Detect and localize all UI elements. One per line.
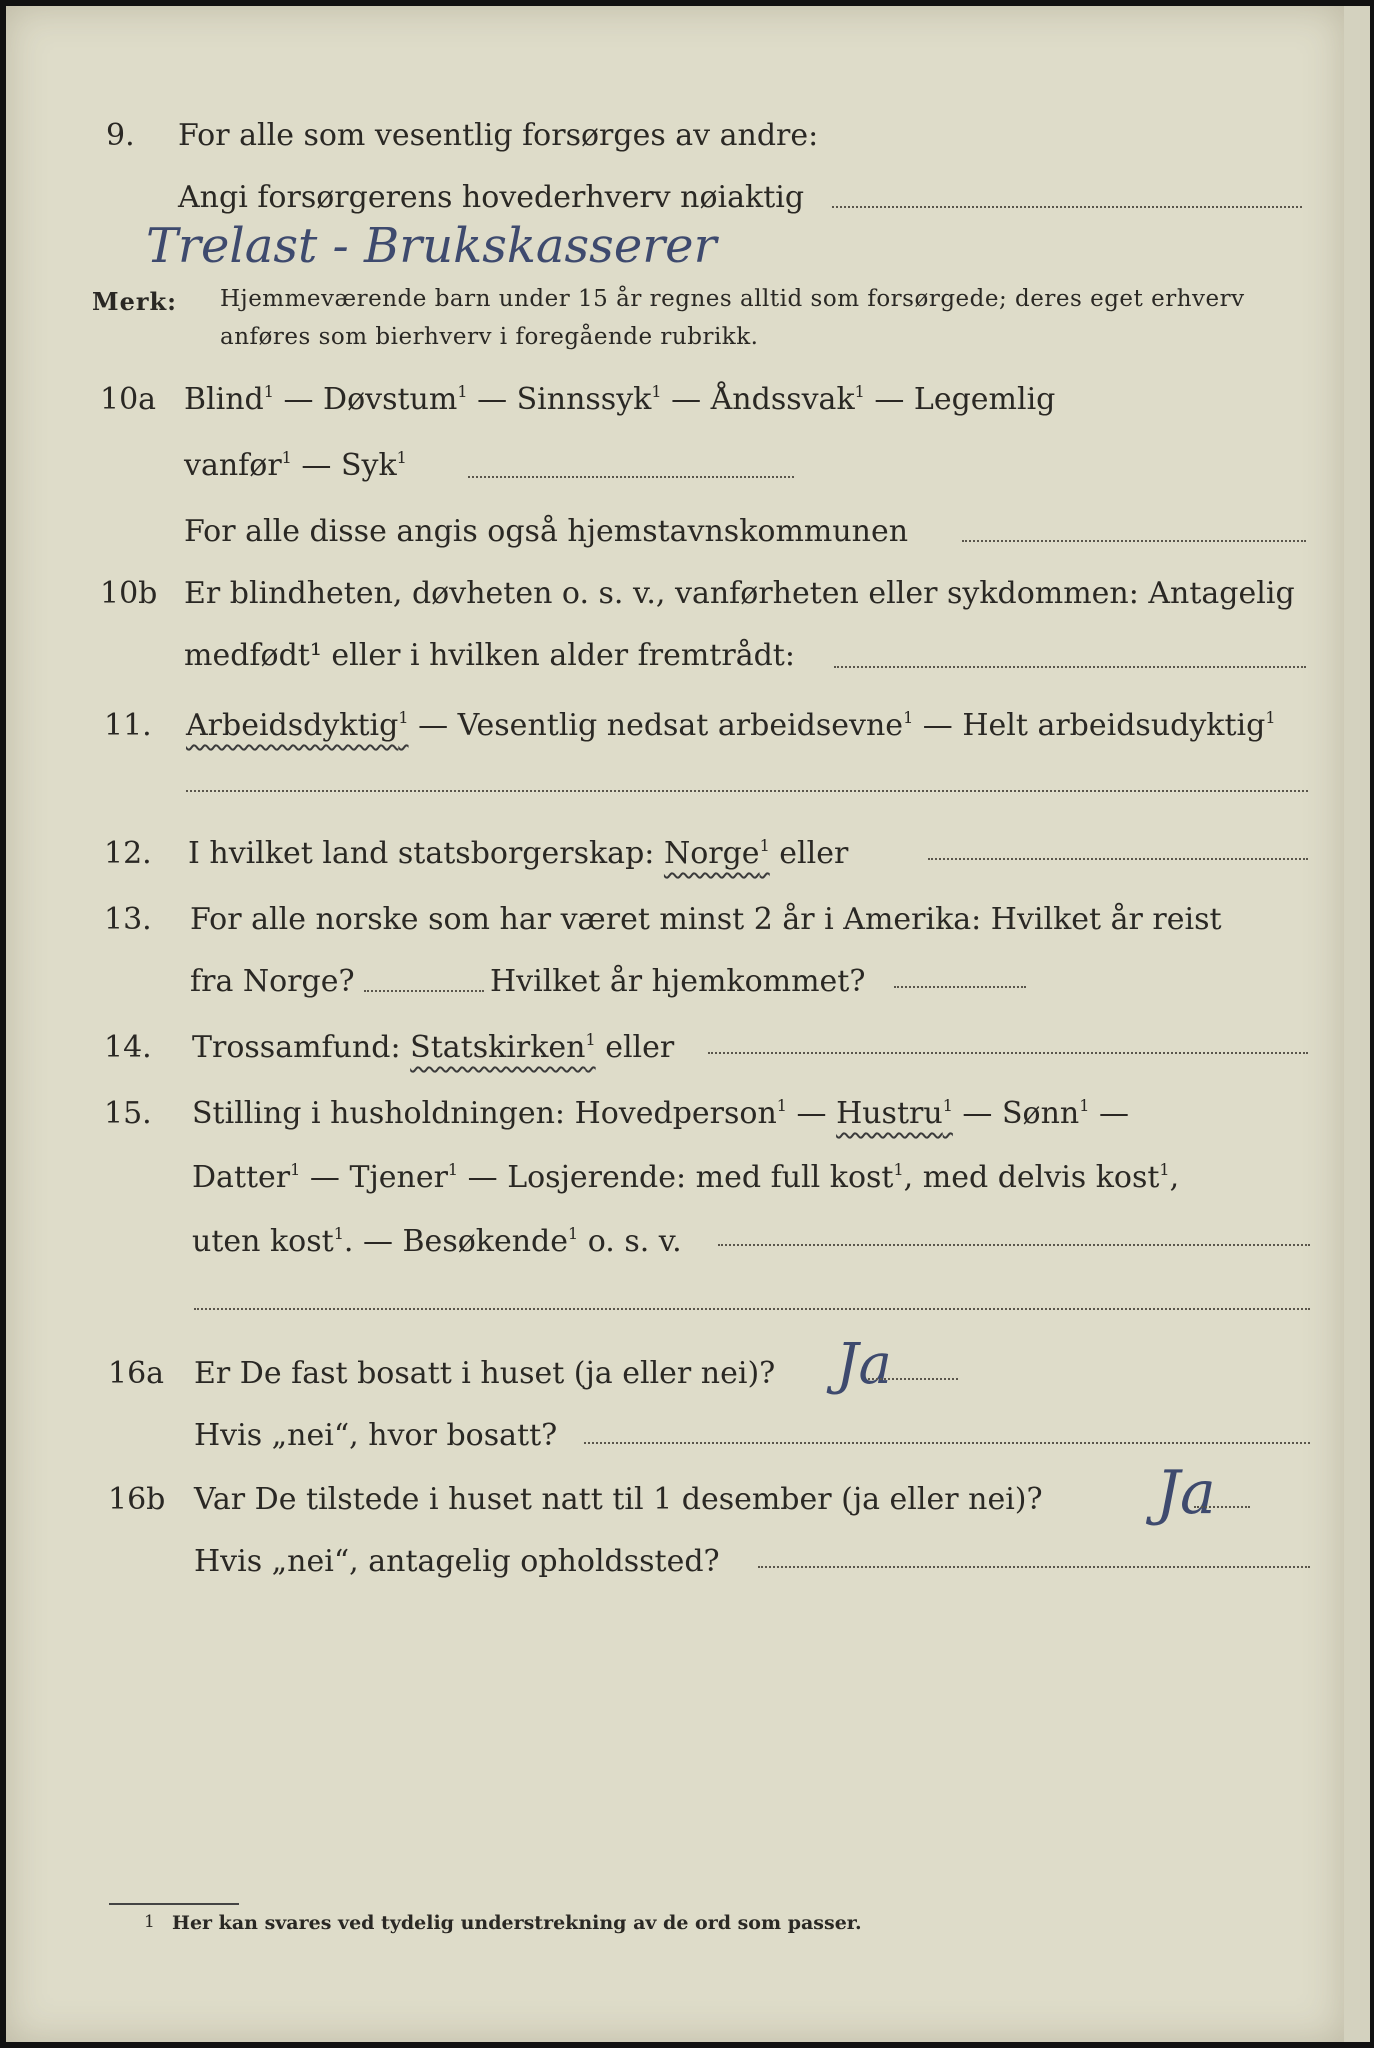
question-number-16a: 16a [108, 1356, 165, 1391]
question-13-year-left: fra Norge? [190, 964, 355, 999]
answer-line [928, 858, 1308, 860]
option-full-kost: med full kost$^1$ [695, 1160, 904, 1195]
option-vanfor: vanfør$^1$ [184, 448, 292, 483]
option-sonn: Sønn$^1$ [1001, 1096, 1090, 1131]
answer-line [868, 1378, 958, 1380]
question-15-line-2: Datter$^1$ — Tjener$^1$ — Losjerende: med full kost$^1$, med delvis kost$^1$, [192, 1160, 1180, 1195]
option-vesentlig-nedsat: Vesentlig nedsat arbeidsevne$^1$ [457, 708, 914, 743]
question-11-options: Arbeidsdyktig$^1$ — Vesentlig nedsat arbeidsevne$^1$ — Helt arbeidsudyktig$^1$ [186, 708, 1276, 743]
handwritten-answer-16b: Ja [1156, 1458, 1216, 1528]
question-number-10b: 10b [100, 576, 158, 611]
question-16b-followup: Hvis „nei“, antagelig opholdssted? [194, 1544, 720, 1579]
question-13-text: For alle norske som har været minst 2 år i Amerika: Hvilket år reist [190, 902, 1222, 937]
question-number-11: 11. [104, 708, 152, 743]
answer-line [1194, 1506, 1250, 1508]
option-datter: Datter$^1$ [192, 1160, 301, 1195]
option-legemlig: Legemlig [913, 382, 1056, 417]
page-edge [1344, 6, 1370, 2042]
footnote-marker: 1 [144, 1912, 155, 1932]
note-text-line-1: Hjemmeværende barn under 15 år regnes alltid som forsørgede; deres eget erhverv [220, 286, 1245, 312]
question-10a-home-municipality: For alle disse angis også hjemstavnskommunen [184, 514, 909, 549]
option-norge: Norge$^1$ [663, 836, 770, 871]
question-15-line-1: Stilling i husholdningen: Hovedperson$^1$ — Hustru$^1$ — Sønn$^1$ — [192, 1096, 1129, 1131]
answer-line [194, 1308, 1310, 1310]
option-sinnssyk: Sinnssyk$^1$ [516, 382, 662, 417]
note-label: Merk: [92, 287, 177, 316]
option-syk: Syk$^1$ [340, 448, 407, 483]
footnote-text: Her kan svares ved tydelig understrekning av de ord som passer. [172, 1912, 862, 1934]
note-text-line-2: anføres som bierhverv i foregående rubrikk. [220, 324, 759, 350]
handwritten-answer-16a: Ja [836, 1332, 892, 1397]
answer-line [718, 1244, 1310, 1246]
question-16a-text: Er De fast bosatt i huset (ja eller nei)? [194, 1356, 776, 1391]
question-number-10a: 10a [100, 382, 157, 417]
answer-line [186, 790, 1308, 792]
option-dovstum: Døvstum$^1$ [323, 382, 468, 417]
question-15-line-3: uten kost$^1$. — Besøkende$^1$ o. s. v. [192, 1224, 682, 1259]
option-hovedperson: Hovedperson$^1$ [574, 1096, 787, 1131]
option-uten-kost: uten kost$^1$ [192, 1224, 344, 1259]
question-16b-text: Var De tilstede i huset natt til 1 desember (ja eller nei)? [194, 1482, 1043, 1517]
answer-line [364, 990, 484, 992]
answer-line [584, 1442, 1310, 1444]
answer-line [758, 1566, 1310, 1568]
option-arbeidsdyktig: Arbeidsdyktig$^1$ [186, 708, 409, 743]
question-number-13: 13. [104, 902, 152, 937]
question-10a-line-2: vanfør$^1$ — Syk$^1$ [184, 448, 407, 483]
answer-line [468, 476, 794, 478]
option-blind: Blind$^1$ [184, 382, 274, 417]
question-number-15: 15. [104, 1096, 152, 1131]
option-statskirken: Statskirken$^1$ [410, 1030, 596, 1065]
option-hustru: Hustru$^1$ [836, 1096, 953, 1131]
question-9-prompt: Angi forsørgerens hovederhverv nøiaktig [178, 180, 805, 215]
footnote-rule [109, 1903, 239, 1905]
answer-line [708, 1052, 1308, 1054]
question-10b-text-2: medfødt¹ eller i hvilken alder fremtrådt: [184, 638, 795, 673]
question-number-12: 12. [104, 836, 152, 871]
answer-line [834, 666, 1306, 668]
question-number-14: 14. [104, 1030, 152, 1065]
question-12-text: I hvilket land statsborgerskap: Norge$^1$ eller [188, 836, 849, 871]
answer-line [832, 206, 1302, 208]
census-form-page [6, 6, 1344, 2042]
option-andssvak: Åndssvak$^1$ [710, 382, 865, 417]
question-10b-text: Er blindheten, døvheten o. s. v., vanførheten eller sykdommen: Antagelig [184, 576, 1295, 611]
answer-line [962, 540, 1306, 542]
question-13-year-returned: Hvilket år hjemkommet? [490, 964, 866, 999]
question-16a-followup: Hvis „nei“, hvor bosatt? [194, 1418, 558, 1453]
question-number-9: 9. [106, 118, 135, 153]
answer-line [894, 986, 1026, 988]
option-tjener: Tjener$^1$ [349, 1160, 459, 1195]
question-14-text: Trossamfund: Statskirken$^1$ eller [192, 1030, 675, 1065]
option-besokende: Besøkende$^1$ [402, 1224, 579, 1259]
question-10a-options: Blind$^1$ — Døvstum$^1$ — Sinnssyk$^1$ — Åndssvak$^1$ — Legemlig [184, 382, 1056, 417]
question-9-text: For alle som vesentlig forsørges av andre: [178, 118, 819, 153]
option-helt-arbeidsudyktig: Helt arbeidsudyktig$^1$ [962, 708, 1276, 743]
handwritten-answer-occupation: Trelast - Brukskasserer [146, 218, 717, 274]
option-delvis-kost: med delvis kost$^1$ [922, 1160, 1170, 1195]
question-number-16b: 16b [108, 1482, 166, 1517]
